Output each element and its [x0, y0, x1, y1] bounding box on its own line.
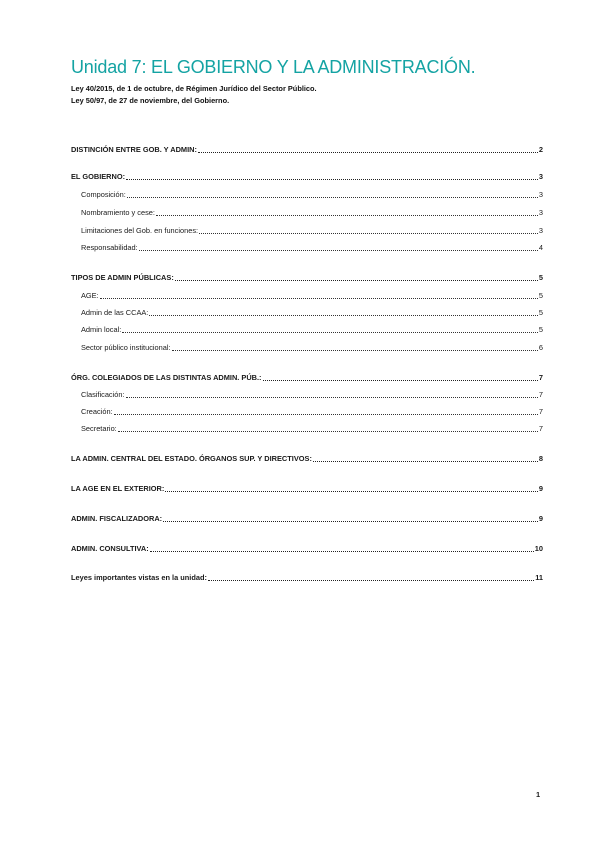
subtitle-law-40-2015: Ley 40/2015, de 1 de octubre, de Régimen Jurídico del Sector Público.: [71, 84, 317, 93]
toc-entry-page-number: 3: [538, 190, 543, 199]
toc-entry-label: Admin local:: [81, 325, 122, 334]
toc-entry-label: Secretario:: [81, 424, 117, 433]
toc-entry-label: EL GOBIERNO:: [71, 172, 126, 181]
toc-entry-page-number: 5: [538, 273, 543, 282]
toc-entry-page-number: 5: [538, 291, 543, 300]
toc-entry-page-number: 6: [538, 343, 543, 352]
toc-dot-leader: [313, 461, 538, 462]
toc-dot-leader: [127, 197, 538, 198]
toc-subsection-entry[interactable]: [81, 390, 543, 400]
toc-dot-leader: [122, 332, 538, 333]
toc-dot-leader: [263, 380, 538, 381]
toc-section-entry[interactable]: [71, 373, 543, 383]
toc-section-entry[interactable]: [71, 454, 543, 464]
title-word-gobierno: GOBIERNO: [176, 57, 273, 77]
toc-entry-label: Sector público institucional:: [81, 343, 171, 352]
toc-entry-label: Clasificación:: [81, 390, 125, 399]
toc-subsection-entry[interactable]: [81, 343, 543, 353]
toc-dot-leader: [100, 298, 538, 299]
toc-dot-leader: [114, 414, 538, 415]
toc-entry-label: AGE:: [81, 291, 99, 300]
toc-entry-page-number: 9: [538, 514, 543, 523]
toc-entry-page-number: 5: [538, 308, 543, 317]
title-suffix: .: [470, 57, 476, 77]
toc-entry-label: ÓRG. COLEGIADOS DE LAS DISTINTAS ADMIN. PÚB.:: [71, 373, 262, 382]
toc-subsection-entry[interactable]: [81, 190, 543, 200]
toc-entry-label: ADMIN. FISCALIZADORA:: [71, 514, 163, 523]
toc-dot-leader: [165, 491, 538, 492]
toc-dot-leader: [156, 215, 538, 216]
title-word-administracion: ADMINISTRACIÓN: [317, 57, 471, 77]
toc-entry-label: Nombramiento y cese:: [81, 208, 155, 217]
toc-entry-page-number: 7: [538, 373, 543, 382]
toc-entry-page-number: 5: [538, 325, 543, 334]
toc-section-entry[interactable]: [71, 484, 543, 494]
toc-dot-leader: [175, 280, 538, 281]
toc-dot-leader: [149, 315, 538, 316]
toc-section-entry[interactable]: [71, 273, 543, 283]
toc-subsection-entry[interactable]: [81, 424, 543, 434]
toc-section-entry[interactable]: [71, 544, 543, 554]
toc-dot-leader: [126, 179, 538, 180]
toc-entry-label: ADMIN. CONSULTIVA:: [71, 544, 149, 553]
toc-section-entry[interactable]: [71, 514, 543, 524]
toc-entry-page-number: 2: [538, 145, 543, 154]
toc-section-entry[interactable]: [71, 145, 543, 155]
toc-dot-leader: [163, 521, 538, 522]
toc-entry-page-number: 3: [538, 208, 543, 217]
toc-entry-label: DISTINCIÓN ENTRE GOB. Y ADMIN:: [71, 145, 197, 154]
toc-entry-page-number: 10: [534, 544, 543, 553]
toc-subsection-entry[interactable]: [81, 291, 543, 301]
toc-entry-label: TIPOS DE ADMIN PÚBLICAS:: [71, 273, 174, 282]
toc-dot-leader: [208, 580, 534, 581]
toc-entry-page-number: 3: [538, 172, 543, 181]
toc-subsection-entry[interactable]: [81, 407, 543, 417]
toc-entry-page-number: 7: [538, 424, 543, 433]
toc-entry-label: Admin de las CCAA:: [81, 308, 149, 317]
toc-entry-label: Leyes importantes vistas en la unidad:: [71, 573, 207, 582]
toc-entry-page-number: 11: [535, 573, 543, 582]
toc-subsection-entry[interactable]: [81, 243, 543, 253]
toc-entry-label: LA AGE EN EL EXTERIOR:: [71, 484, 165, 493]
toc-entry-page-number: 8: [538, 454, 543, 463]
page-number: 1: [536, 790, 541, 799]
toc-subsection-entry[interactable]: [81, 325, 543, 335]
toc-entry-page-number: 7: [538, 390, 543, 399]
toc-entry-label: Limitaciones del Gob. en funciones:: [81, 226, 199, 235]
toc-dot-leader: [199, 233, 538, 234]
toc-entry-page-number: 4: [538, 243, 543, 252]
toc-dot-leader: [172, 350, 538, 351]
title-prefix: Unidad 7: EL: [71, 57, 177, 77]
toc-entry-page-number: 9: [538, 484, 543, 493]
toc-dot-leader: [118, 431, 538, 432]
toc-subsection-entry[interactable]: [81, 208, 543, 218]
toc-section-entry[interactable]: [71, 573, 543, 583]
toc-dot-leader: [126, 397, 538, 398]
toc-entry-label: Composición:: [81, 190, 126, 199]
page-title: [71, 56, 475, 78]
toc-entry-label: LA ADMIN. CENTRAL DEL ESTADO. ÓRGANOS SUP. Y DIRECTIVOS:: [71, 454, 312, 463]
toc-dot-leader: [139, 250, 538, 251]
toc-entry-page-number: 3: [538, 226, 543, 235]
toc-entry-label: Creación:: [81, 407, 113, 416]
title-mid: Y LA: [272, 57, 318, 77]
toc-section-entry[interactable]: [71, 172, 543, 182]
toc-entry-label: Responsabilidad:: [81, 243, 138, 252]
toc-dot-leader: [150, 551, 534, 552]
toc-entry-page-number: 7: [538, 407, 543, 416]
toc-dot-leader: [198, 152, 538, 153]
toc-subsection-entry[interactable]: [81, 226, 543, 236]
subtitle-law-50-97: Ley 50/97, de 27 de noviembre, del Gobierno.: [71, 96, 230, 105]
toc-subsection-entry[interactable]: [81, 308, 543, 318]
